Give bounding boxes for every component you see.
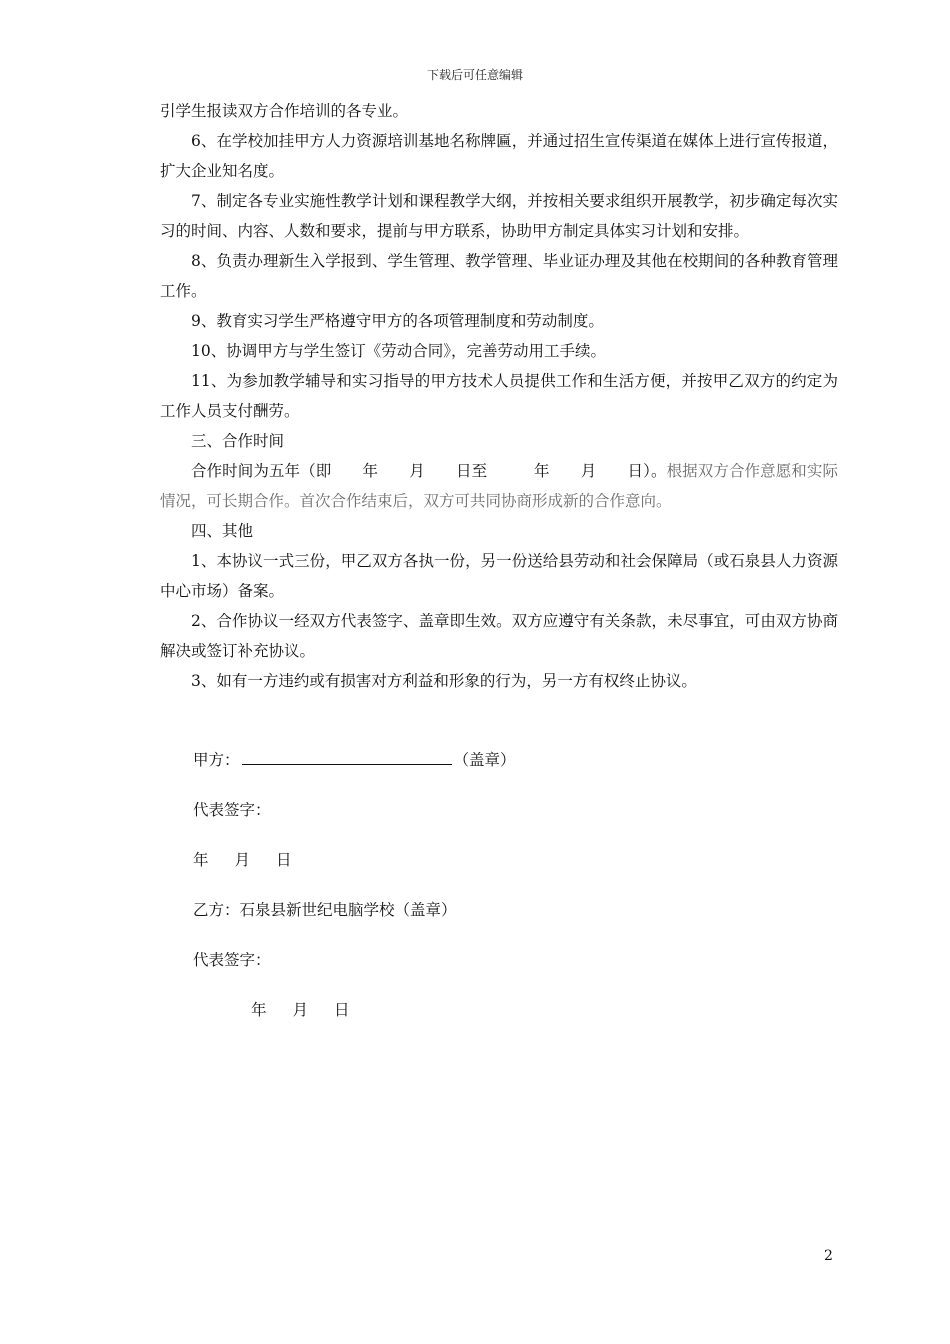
party-a-label: 甲方： [193, 751, 240, 769]
party-a-blank [242, 749, 452, 765]
section-heading-cooperation-time: 三、合作时间 [191, 432, 285, 450]
party-a-seal: （盖章） [453, 751, 516, 769]
paragraph-other-3: 3、如有一方违约或有损害对方利益和形象的行为，另一方有权终止协议。 [191, 672, 697, 690]
date-month-label: 月 [234, 851, 251, 869]
paragraph-item-6: 6、在学校加挂甲方人力资源培训基地名称牌匾，并通过招生宣传渠道在媒体上进行宣传报道，扩大企业知名度。 [160, 132, 838, 180]
cooperation-period-text: 合作时间为五年（即 年 月 日至 年 月 日）。 [191, 462, 667, 480]
date-day-label: 日 [276, 851, 292, 869]
date-year-label: 年 [193, 851, 209, 869]
paragraph-item-11: 11、为参加教学辅导和实习指导的甲方技术人员提供工作和生活方便，并按甲乙双方的约定为工作人员支付酬劳。 [160, 372, 838, 420]
date-line-b [251, 999, 350, 1021]
representative-signature-a: 代表签字： [193, 801, 271, 819]
page-header: 下载后可任意编辑 [426, 68, 523, 82]
date-year-label: 年 [251, 1001, 267, 1019]
paragraph-item-10: 10、协调甲方与学生签订《劳动合同》，完善劳动用工手续。 [191, 342, 606, 360]
date-month-label: 月 [292, 1001, 309, 1019]
section-heading-other: 四、其他 [191, 522, 254, 540]
paragraph-item-7: 7、制定各专业实施性教学计划和课程教学大纲，并按相关要求组织开展教学，初步确定每次实习的时间、内容、人数和要求，提前与甲方联系，协助甲方制定具体实习计划和安排。 [160, 192, 838, 240]
paragraph-continuation: 引学生报读双方合作培训的各专业。 [160, 102, 409, 120]
document-body [160, 96, 838, 696]
representative-signature-b: 代表签字： [193, 951, 271, 969]
paragraph-item-8: 8、负责办理新生入学报到、学生管理、教学管理、毕业证办理及其他在校期间的各种教育管理工作。 [160, 252, 838, 300]
party-a-line [193, 749, 516, 771]
paragraph-item-9: 9、教育实习学生严格遵守甲方的各项管理制度和劳动制度。 [191, 312, 604, 330]
date-line-a [193, 849, 292, 871]
paragraph-other-1: 1、本协议一式三份，甲乙双方各执一份，另一份送给县劳动和社会保障局（或石泉县人力资源中心市场）备案。 [160, 552, 838, 600]
paragraph-cooperation-time [160, 456, 838, 516]
cooperation-extension-text: 根据双方合作意愿和实际情况，可长期合作。首次合作结束后，双方可共同协商形成新的合作意向。 [160, 462, 838, 510]
date-day-label: 日 [334, 1001, 350, 1019]
page-number: 2 [824, 1248, 833, 1264]
paragraph-other-2: 2、合作协议一经双方代表签字、盖章即生效。双方应遵守有关条款，未尽事宜，可由双方协商解决或签订补充协议。 [160, 612, 838, 660]
party-b-line: 乙方：石泉县新世纪电脑学校（盖章） [193, 901, 457, 919]
